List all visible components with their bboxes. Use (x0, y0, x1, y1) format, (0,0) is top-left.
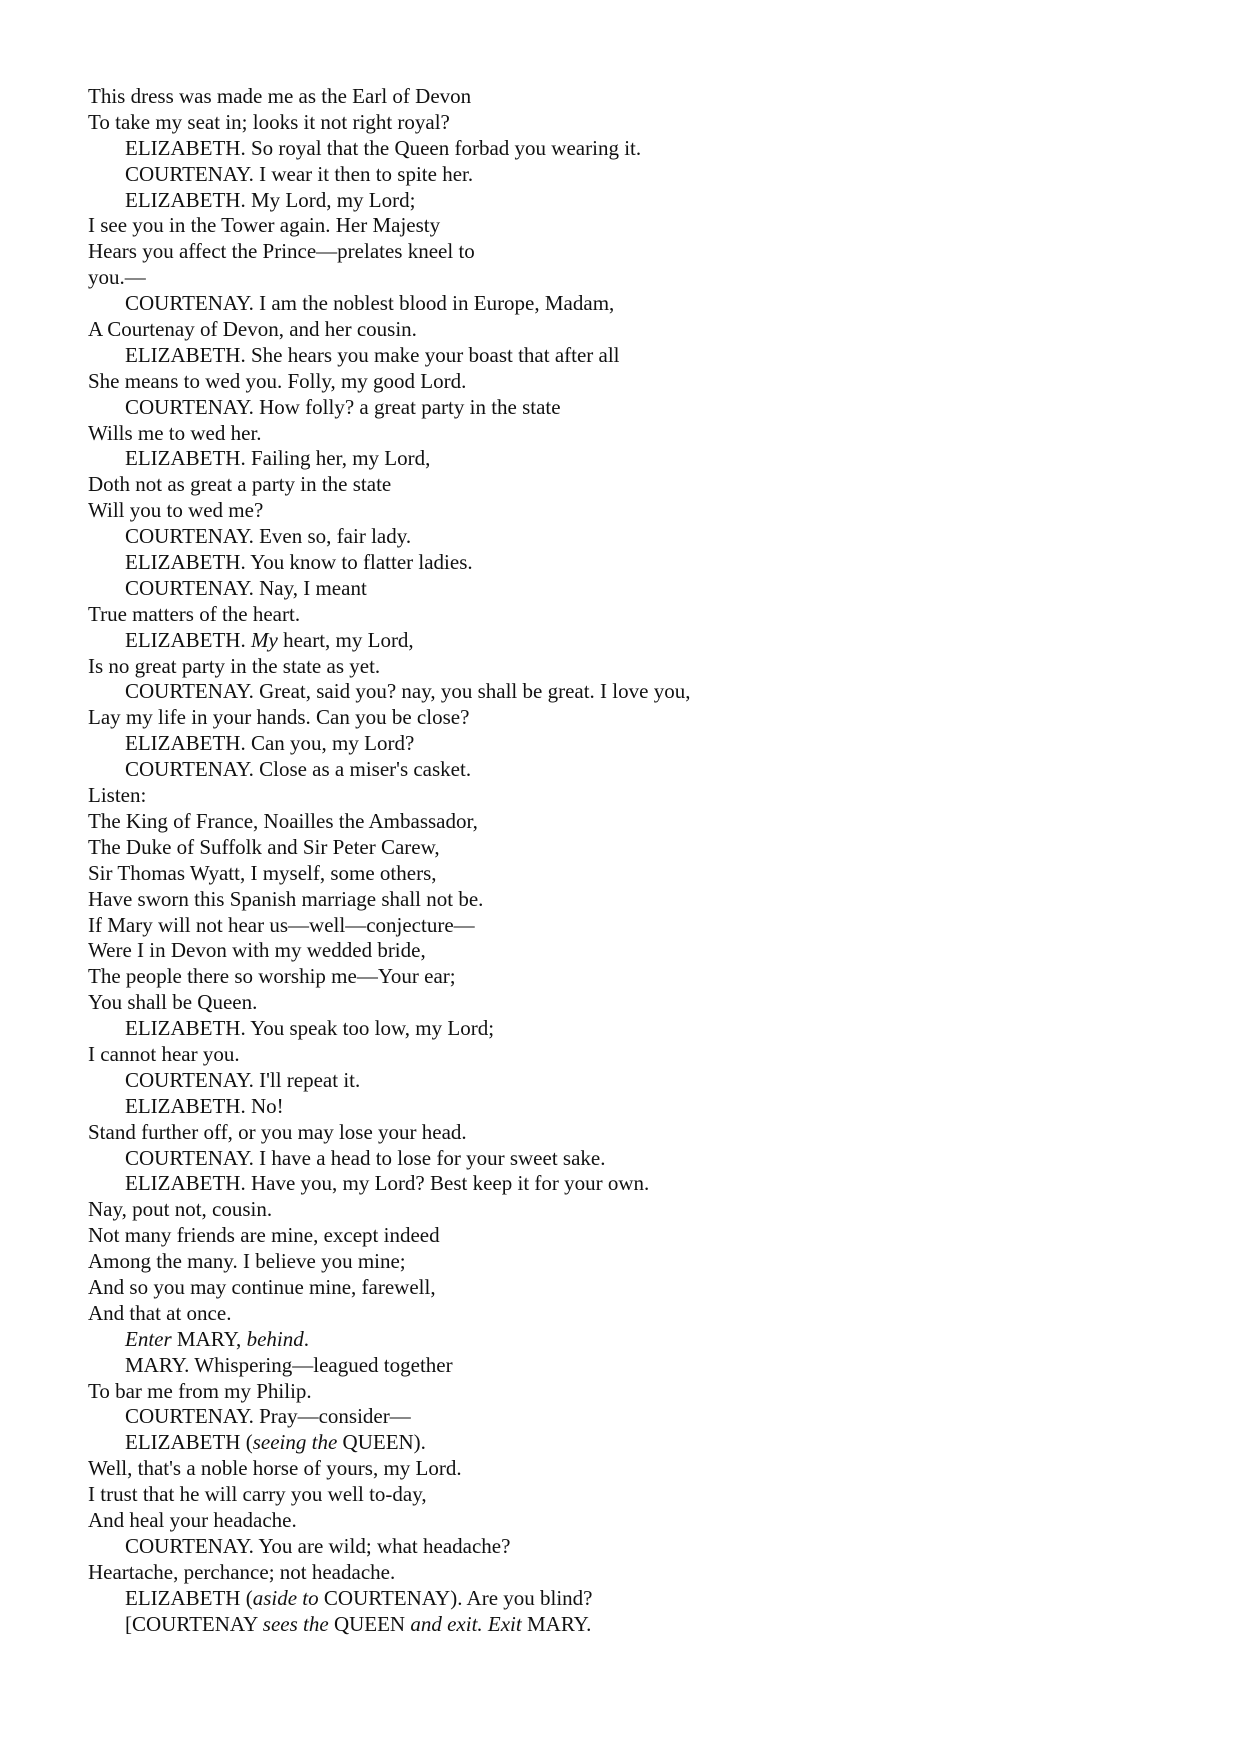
line-text: I see you in the Tower again. Her Majesty (88, 213, 441, 238)
stage-direction-text: Enter (125, 1326, 172, 1351)
speech-line (88, 628, 1188, 654)
verse-line (88, 835, 1188, 861)
line-text: Heartache, perchance; not headache. (88, 1559, 396, 1584)
line-text: Nay, pout not, cousin. (88, 1197, 273, 1222)
line-text: Stand further off, or you may lose your head. (88, 1119, 467, 1144)
line-text: MARY, (171, 1326, 247, 1351)
line-text: Not many friends are mine, except indeed (88, 1223, 440, 1248)
speech-line (88, 1016, 1188, 1042)
verse-line (88, 239, 1188, 265)
line-text: COURTENAY. How folly? a great party in the state (125, 394, 561, 419)
line-text: COURTENAY. I'll repeat it. (125, 1067, 361, 1092)
line-text: COURTENAY. Great, said you? nay, you shall be great. I love you, (125, 679, 691, 704)
line-text: A Courtenay of Devon, and her cousin. (88, 317, 417, 342)
line-text: Will you to wed me? (88, 498, 264, 523)
verse-line (88, 1560, 1188, 1586)
verse-line (88, 84, 1188, 110)
line-text: COURTENAY. Close as a miser's casket. (125, 757, 472, 782)
line-text: ELIZABETH. (125, 627, 251, 652)
line-text: And so you may continue mine, farewell, (88, 1274, 436, 1299)
speech-line (88, 576, 1188, 602)
verse-line (88, 498, 1188, 524)
speech-line (88, 291, 1188, 317)
line-text: Sir Thomas Wyatt, I myself, some others, (88, 860, 437, 885)
verse-line (88, 421, 1188, 447)
speech-line (88, 1612, 1188, 1638)
line-text: Well, that's a noble horse of yours, my Lord. (88, 1456, 462, 1481)
line-text: To bar me from my Philip. (88, 1378, 312, 1403)
line-text: COURTENAY. You are wild; what headache? (125, 1533, 511, 1558)
speech-line (88, 550, 1188, 576)
verse-line (88, 317, 1188, 343)
speech-line (88, 1404, 1188, 1430)
verse-line (88, 110, 1188, 136)
speech-line (88, 1353, 1188, 1379)
line-text: ELIZABETH. So royal that the Queen forbad you wearing it. (125, 135, 642, 160)
verse-line (88, 1249, 1188, 1275)
verse-line (88, 990, 1188, 1016)
line-text: I trust that he will carry you well to-day, (88, 1482, 427, 1507)
speech-line (88, 162, 1188, 188)
line-text: MARY. Whispering—leagued together (125, 1352, 453, 1377)
speech-line (88, 524, 1188, 550)
line-text: ELIZABETH. My Lord, my Lord; (125, 187, 416, 212)
verse-line (88, 213, 1188, 239)
line-text: Among the many. I believe you mine; (88, 1249, 406, 1274)
line-text: And heal your headache. (88, 1507, 297, 1532)
line-text: And that at once. (88, 1300, 232, 1325)
line-text: Lay my life in your hands. Can you be close? (88, 705, 470, 730)
line-text: Wills me to wed her. (88, 420, 262, 445)
speech-line (88, 1534, 1188, 1560)
verse-line (88, 1042, 1188, 1068)
verse-line (88, 783, 1188, 809)
verse-line (88, 602, 1188, 628)
stage-direction-text: seeing the (252, 1430, 338, 1455)
verse-line (88, 1456, 1188, 1482)
speech-line (88, 679, 1188, 705)
verse-line (88, 1482, 1188, 1508)
line-text: Have sworn this Spanish marriage shall not be. (88, 886, 484, 911)
verse-line (88, 809, 1188, 835)
line-text: COURTENAY. Pray—consider— (125, 1404, 411, 1429)
line-text: She means to wed you. Folly, my good Lord. (88, 368, 467, 393)
speech-line (88, 1146, 1188, 1172)
speech-line (88, 1068, 1188, 1094)
verse-line (88, 1301, 1188, 1327)
line-text: ELIZABETH. She hears you make your boast that after all (125, 342, 620, 367)
line-text: . (303, 1326, 309, 1351)
speech-line (88, 1171, 1188, 1197)
line-text: ELIZABETH. Have you, my Lord? Best keep it for your own. (125, 1171, 650, 1196)
stage-direction-text: My (250, 627, 278, 652)
line-text: MARY. (521, 1611, 592, 1636)
line-text: If Mary will not hear us—well—conjecture— (88, 912, 475, 937)
verse-line (88, 887, 1188, 913)
line-text: COURTENAY). Are you blind? (318, 1585, 593, 1610)
line-text: To take my seat in; looks it not right royal? (88, 109, 450, 134)
verse-line (88, 705, 1188, 731)
verse-line (88, 369, 1188, 395)
line-text: QUEEN). (337, 1430, 426, 1455)
verse-line (88, 1379, 1188, 1405)
line-text: The King of France, Noailles the Ambassador, (88, 808, 478, 833)
line-text: I cannot hear you. (88, 1041, 240, 1066)
verse-line (88, 265, 1188, 291)
line-text: Hears you affect the Prince—prelates kneel to (88, 239, 475, 264)
speech-line (88, 1327, 1188, 1353)
line-text: True matters of the heart. (88, 601, 301, 626)
verse-line (88, 1120, 1188, 1146)
verse-line (88, 861, 1188, 887)
stage-direction-text: and exit. Exit (410, 1611, 522, 1636)
verse-line (88, 1223, 1188, 1249)
verse-line (88, 654, 1188, 680)
line-text: COURTENAY. Nay, I meant (125, 575, 367, 600)
speech-line (88, 446, 1188, 472)
speech-line (88, 136, 1188, 162)
line-text: This dress was made me as the Earl of Devon (88, 84, 472, 108)
line-text: ELIZABETH. Can you, my Lord? (125, 731, 415, 756)
speech-line (88, 757, 1188, 783)
play-text-page (88, 84, 1188, 1637)
verse-line (88, 913, 1188, 939)
stage-direction-text: aside to (252, 1585, 319, 1610)
line-text: ELIZABETH. Failing her, my Lord, (125, 446, 431, 471)
verse-line (88, 472, 1188, 498)
line-text: Is no great party in the state as yet. (88, 653, 381, 678)
line-text: COURTENAY. I have a head to lose for your sweet sake. (125, 1145, 606, 1170)
verse-line (88, 1197, 1188, 1223)
line-text: COURTENAY. I wear it then to spite her. (125, 161, 474, 186)
speech-line (88, 731, 1188, 757)
line-text: Listen: (88, 783, 147, 808)
line-text: ELIZABETH ( (125, 1585, 253, 1610)
verse-line (88, 938, 1188, 964)
speech-line (88, 1430, 1188, 1456)
line-text: ELIZABETH. No! (125, 1093, 284, 1118)
line-text: The people there so worship me—Your ear; (88, 964, 456, 989)
line-text: COURTENAY. I am the noblest blood in Europe, Madam, (125, 291, 615, 316)
line-text: ELIZABETH. You speak too low, my Lord; (125, 1016, 495, 1041)
line-text: COURTENAY. Even so, fair lady. (125, 524, 412, 549)
line-text: you.— (88, 265, 146, 290)
line-text: Were I in Devon with my wedded bride, (88, 938, 426, 963)
line-text: ELIZABETH. You know to flatter ladies. (125, 550, 473, 575)
verse-line (88, 964, 1188, 990)
verse-line (88, 1508, 1188, 1534)
line-text: heart, my Lord, (277, 627, 414, 652)
line-text: QUEEN (328, 1611, 411, 1636)
line-text: The Duke of Suffolk and Sir Peter Carew, (88, 834, 440, 859)
speech-line (88, 1094, 1188, 1120)
stage-direction-text: behind (246, 1326, 304, 1351)
speech-line (88, 343, 1188, 369)
line-text: [COURTENAY (125, 1611, 263, 1636)
verse-line (88, 1275, 1188, 1301)
line-text: You shall be Queen. (88, 990, 258, 1015)
stage-direction-text: sees the (262, 1611, 329, 1636)
speech-line (88, 1586, 1188, 1612)
line-text: ELIZABETH ( (125, 1430, 253, 1455)
speech-line (88, 395, 1188, 421)
line-text: Doth not as great a party in the state (88, 472, 392, 497)
speech-line (88, 188, 1188, 214)
